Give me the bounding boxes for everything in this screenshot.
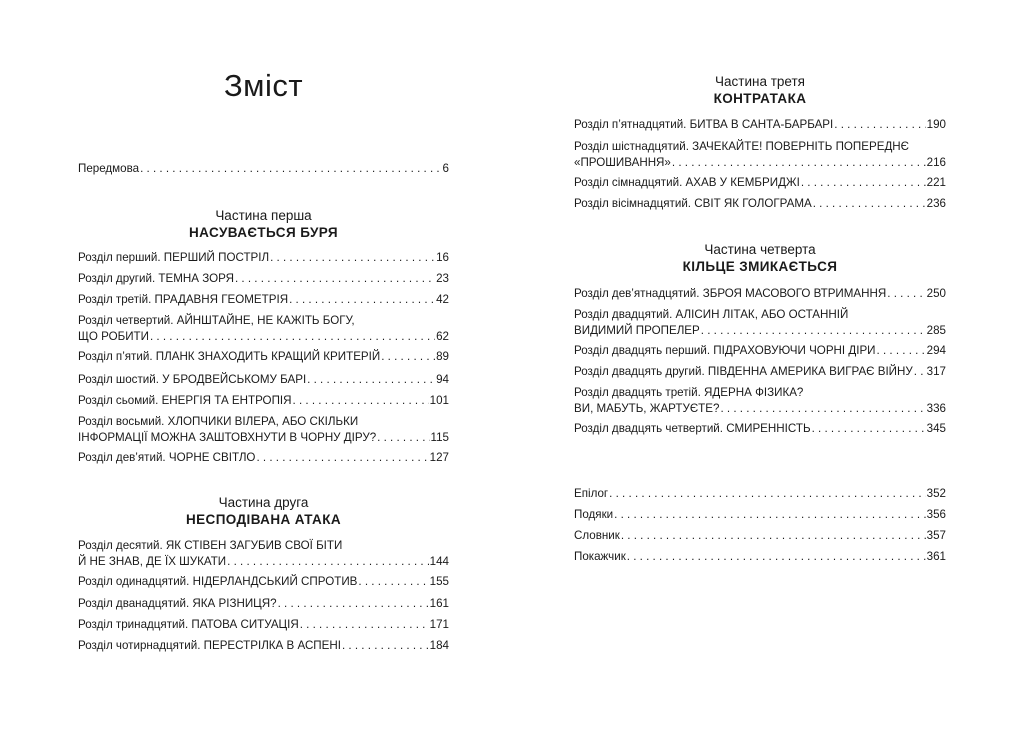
entry-title: ЩО РОБИТИ (78, 330, 149, 343)
entry-title: Розділ сімнадцятий. АХАВ У КЕМБРИДЖІ (574, 176, 800, 189)
entry-page: 23 (436, 272, 449, 285)
toc-entry (78, 617, 449, 633)
entry-page: 171 (429, 618, 449, 631)
entry-title: Розділ дев’ятнадцятий. ЗБРОЯ МАСОВОГО ВТРИМАННЯ (574, 287, 887, 300)
toc-entry (78, 349, 449, 365)
entry-page: 317 (926, 365, 946, 378)
entry-page: 294 (926, 344, 946, 357)
toc-entry-glossary (574, 528, 946, 544)
left-page (78, 0, 449, 729)
entry-page: 336 (926, 402, 946, 415)
toc-entry (78, 271, 449, 287)
part-name: КІЛЬЦЕ ЗМИКАЄТЬСЯ (682, 259, 838, 274)
entry-title: Розділ двадцять перший. ПІДРАХОВУЮЧИ ЧОРНІ ДІРИ (574, 344, 876, 357)
toc-entry (78, 393, 449, 409)
toc-entry (78, 574, 449, 590)
part-heading-1 (78, 207, 449, 242)
part-label: Частина четверта (704, 242, 816, 257)
entry-page: 190 (926, 118, 946, 131)
entry-title: Передмова (78, 162, 140, 175)
entry-title: Подяки (574, 508, 614, 521)
toc-entry (574, 139, 946, 171)
entry-title: Розділ третій. ПРАДАВНЯ ГЕОМЕТРІЯ (78, 293, 289, 306)
toc-entry (78, 450, 449, 466)
entry-title: Розділ чотирнадцятий. ПЕРЕСТРІЛКА В АСПЕНІ (78, 639, 341, 652)
entry-title-line1: Розділ десятий. ЯК СТІВЕН ЗАГУБИВ СВОЇ БІТИ (78, 539, 343, 552)
part-heading-2 (78, 494, 449, 529)
entry-title: Епілог (574, 487, 609, 500)
entry-title: Розділ п’ятнадцятий. БИТВА В САНТА-БАРБАРІ (574, 118, 834, 131)
entry-page: 155 (429, 575, 449, 588)
toc-entry (78, 596, 449, 612)
toc-entry (574, 196, 946, 212)
entry-title-line1: Розділ шістнадцятий. ЗАЧЕКАЙТЕ! ПОВЕРНІТЬ ПОПЕРЕДНЄ (574, 140, 910, 153)
entry-page: 221 (926, 176, 946, 189)
entry-page: 94 (436, 373, 449, 386)
entry-title: ВИ, МАБУТЬ, ЖАРТУЄТЕ? (574, 402, 720, 415)
toc-entry (78, 538, 449, 570)
toc-entry (574, 343, 946, 359)
entry-title: Розділ тринадцятий. ПАТОВА СИТУАЦІЯ (78, 618, 299, 631)
entry-page: 357 (926, 529, 946, 542)
entry-title-line1: Розділ двадцятий. АЛІСИН ЛІТАК, АБО ОСТАННІЙ (574, 308, 849, 321)
part-name: НАСУВАЄТЬСЯ БУРЯ (189, 225, 338, 240)
entry-page: 345 (926, 422, 946, 435)
entry-title: Покажчик (574, 550, 626, 563)
entry-title: Й НЕ ЗНАВ, ДЕ ЇХ ШУКАТИ (78, 555, 227, 568)
entry-page: 236 (926, 197, 946, 210)
entry-title: Розділ двадцять четвертий. СМИРЕННІСТЬ (574, 422, 811, 435)
entry-title-line1: Розділ четвертий. АЙНШТАЙНЕ, НЕ КАЖІТЬ БОГУ, (78, 314, 355, 327)
entry-title: Розділ дванадцятий. ЯКА РІЗНИЦЯ? (78, 597, 277, 610)
entry-title: Розділ сьомий. ЕНЕРГІЯ ТА ЕНТРОПІЯ (78, 394, 292, 407)
entry-title: Словник (574, 529, 620, 542)
part-heading-3 (574, 73, 946, 108)
toc-entry-acknowledgements (574, 507, 946, 523)
entry-page: 42 (436, 293, 449, 306)
entry-title: Розділ двадцять другий. ПІВДЕННА АМЕРИКА ВИГРАЄ ВІЙНУ (574, 365, 913, 378)
toc-entry (78, 414, 449, 446)
toc-entry (78, 250, 449, 266)
page-title: Зміст (223, 68, 304, 103)
entry-page: 127 (429, 451, 449, 464)
entry-title: Розділ другий. ТЕМНА ЗОРЯ (78, 272, 234, 285)
entry-page: 115 (430, 431, 449, 444)
entry-title: «ПРОШИВАННЯ» (574, 156, 671, 169)
toc-entry (78, 372, 449, 388)
entry-title-line1: Розділ двадцять третій. ЯДЕРНА ФІЗИКА? (574, 386, 804, 399)
toc-entry (574, 175, 946, 191)
toc-entry-epilogue (574, 486, 946, 502)
entry-title-line1: Розділ восьмий. ХЛОПЧИКИ ВІЛЕРА, АБО СКІЛЬКИ (78, 415, 359, 428)
toc-entry (574, 307, 946, 339)
entry-title: Розділ одинадцятий. НІДЕРЛАНДСЬКИЙ СПРОТИВ (78, 575, 358, 588)
entry-title: Розділ дев’ятий. ЧОРНЕ СВІТЛО (78, 451, 256, 464)
entry-page: 250 (926, 287, 946, 300)
entry-page: 161 (429, 597, 449, 610)
right-page (574, 0, 946, 729)
part-heading-4 (574, 241, 946, 276)
part-name: НЕСПОДІВАНА АТАКА (186, 512, 341, 527)
part-label: Частина друга (218, 495, 309, 510)
part-label: Частина перша (215, 208, 312, 223)
entry-title: ІНФОРМАЦІЇ МОЖНА ЗАШТОВХНУТИ В ЧОРНУ ДІРУ? (78, 431, 377, 444)
entry-page: 184 (429, 639, 449, 652)
toc-entry-index (574, 549, 946, 565)
toc-entry (574, 421, 946, 437)
entry-title: Розділ п’ятий. ПЛАНК ЗНАХОДИТЬ КРАЩИЙ КРИТЕРІЙ (78, 350, 381, 363)
part-name: КОНТРАТАКА (713, 91, 807, 106)
entry-page: 16 (436, 251, 449, 264)
toc-entry (574, 364, 946, 380)
toc-entry (574, 286, 946, 302)
toc-entry (574, 117, 946, 133)
entry-page: 361 (926, 550, 946, 563)
entry-page: 352 (926, 487, 946, 500)
entry-page: 6 (442, 162, 449, 175)
toc-entry (78, 313, 449, 345)
toc-entry-preface (78, 161, 449, 177)
entry-title: Розділ вісімнадцятий. СВІТ ЯК ГОЛОГРАМА (574, 197, 812, 210)
entry-title: ВИДИМИЙ ПРОПЕЛЕР (574, 324, 700, 337)
toc-entry (78, 638, 449, 654)
toc-entry (78, 292, 449, 308)
entry-page: 101 (429, 394, 449, 407)
entry-page: 356 (926, 508, 946, 521)
entry-page: 62 (436, 330, 449, 343)
entry-page: 144 (429, 555, 449, 568)
toc-entry (574, 385, 946, 417)
entry-page: 285 (926, 324, 946, 337)
entry-page: 89 (436, 350, 449, 363)
part-label: Частина третя (715, 74, 805, 89)
entry-title: Розділ перший. ПЕРШИЙ ПОСТРІЛ (78, 251, 270, 264)
entry-title: Розділ шостий. У БРОДВЕЙСЬКОМУ БАРІ (78, 373, 307, 386)
entry-page: 216 (926, 156, 946, 169)
